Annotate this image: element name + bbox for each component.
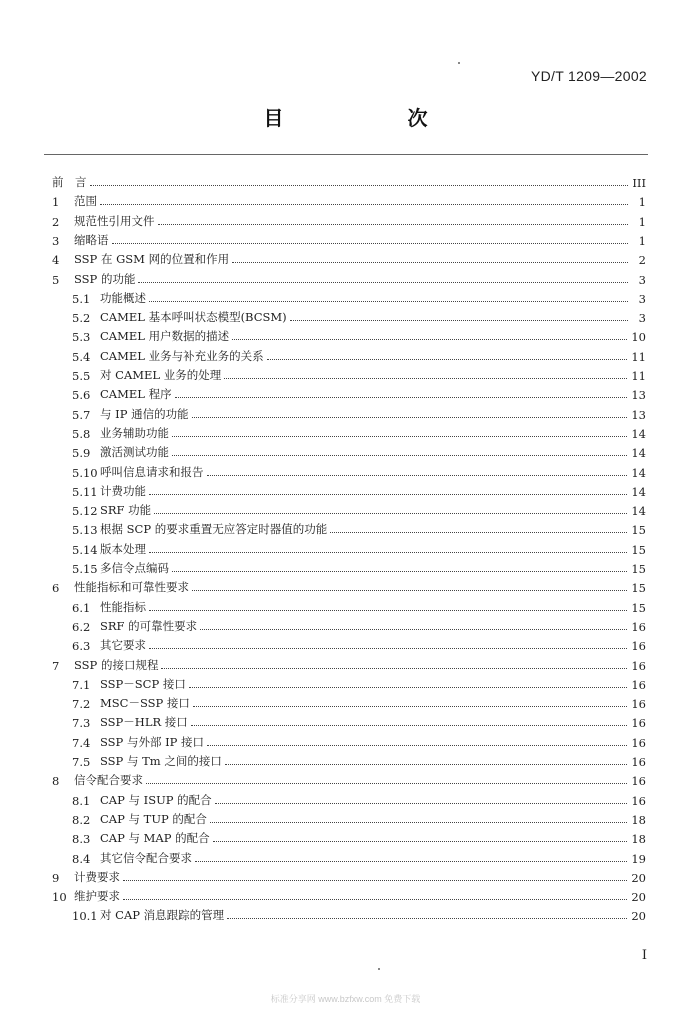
toc-entry[interactable] [72,828,646,846]
toc-entry-number: 5.9 [72,446,91,461]
toc-entry-title: 维护要求 [74,889,120,904]
toc-entry-page: 16 [631,619,646,634]
toc-entry-number: 8.4 [72,851,91,866]
toc-entry-title: 缩略语 [74,232,109,247]
toc-entry-number: 5.1 [72,291,91,306]
toc-entry-page: 15 [631,542,646,557]
dot-leader [149,494,627,495]
toc-entry[interactable] [72,674,646,692]
toc-entry-page: 18 [631,812,646,827]
dot-leader [191,725,628,726]
dot-leader [154,513,627,514]
dot-leader [267,359,628,360]
toc-entry-page: 16 [631,639,646,654]
toc-entry-page: 16 [631,735,646,750]
dot-leader [100,204,628,205]
toc-entry-title: 对 CAMEL 业务的处理 [100,368,222,382]
toc-entry[interactable] [72,462,646,480]
toc-entry-title: CAMEL 用户数据的描述 [100,329,230,344]
dot-leader [224,378,627,379]
toc-entry-page: 13 [631,407,646,422]
toc-entry-page: 10 [631,330,646,345]
toc-entry-title: 规范性引用文件 [74,213,155,228]
toc-entry[interactable] [72,404,646,422]
toc-entry-title: 计费功能 [100,483,146,498]
toc-entry-title: SSP 的接口规程 [74,657,159,672]
toc-entry[interactable] [72,500,646,518]
dot-leader [215,803,628,804]
toc-entry[interactable] [52,249,646,267]
toc-entry-title: 信令配合要求 [74,773,143,788]
dot-leader [290,320,628,321]
toc-entry-page: 15 [631,581,646,596]
dot-leader [149,301,628,302]
toc-entry-title: SSP 与外部 IP 接口 [100,734,205,749]
toc-entry-number: 7.4 [72,735,91,750]
dot-leader [112,243,629,244]
toc-entry-title: SSP－SCP 接口 [100,676,186,691]
toc-entry[interactable] [52,655,646,673]
toc-entry[interactable] [72,790,646,808]
toc-entry-page: 20 [631,890,646,905]
toc-entry-number: 7 [52,658,60,673]
toc-entry-number: 6.3 [72,639,91,654]
toc-entry-title: SSP－HLR 接口 [100,715,188,730]
dot-leader [149,648,627,649]
toc-entry-page: 1 [638,214,646,229]
toc-entry-page: 2 [638,253,646,268]
toc-entry-title: CAMEL 基本呼叫状态模型(BCSM) [100,310,287,325]
toc-entry-number: 5.3 [72,330,91,345]
toc-entry[interactable] [72,384,646,402]
dot-leader [146,783,627,784]
toc-entry-title: 与 IP 通信的功能 [100,406,189,421]
toc-entry-title: 对 CAP 消息跟踪的管理 [100,908,225,923]
toc-entry-number: 8.2 [72,812,91,827]
toc-entry[interactable] [52,577,646,595]
toc-entry-page: 16 [631,774,646,789]
dot-leader [189,687,627,688]
toc-entry-page: 15 [631,523,646,538]
toc-entry-title: 根据 SCP 的要求重置无应答定时器值的功能 [100,522,328,537]
dot-leader [138,282,628,283]
toc-entry-number: 8.3 [72,832,91,847]
toc-entry-page: 16 [631,793,646,808]
toc-entry-page: 16 [631,716,646,731]
standard-code: YD/T 1209—2002 [530,68,647,84]
dot-leader [213,841,628,842]
toc-entry-page: 3 [638,311,646,326]
toc-entry[interactable] [52,211,646,229]
toc-entry[interactable] [52,191,646,209]
dot-leader [232,262,628,263]
toc-entry-title: CAP 与 ISUP 的配合 [100,792,212,807]
toc-entry-title: SSP 在 GSM 网的位置和作用 [74,252,230,267]
toc-entry[interactable] [52,867,646,885]
toc-entry-page: 20 [631,870,646,885]
toc-entry-page: 15 [631,600,646,615]
toc-entry-page: 20 [631,909,646,924]
toc-entry[interactable] [52,269,646,287]
dot-leader [227,918,627,919]
toc-entry-page: 1 [638,233,646,248]
toc-entry[interactable] [52,172,646,190]
toc-entry[interactable] [72,616,646,634]
toc-entry-title: 性能指标 [100,599,146,614]
page-folio: I [641,948,647,963]
toc-entry-page: III [632,176,646,190]
toc-entry-number: 6.1 [72,600,91,615]
dot-leader [149,552,627,553]
dot-leader [172,455,627,456]
dot-leader [232,339,627,340]
toc-entry[interactable] [72,423,646,441]
toc-entry-page: 3 [638,291,646,306]
toc-entry-number: 5.8 [72,426,91,441]
toc-entry-number: 7.5 [72,755,91,769]
toc-entry[interactable] [72,288,646,306]
dot-leader [175,397,628,398]
toc-entry[interactable] [52,230,646,248]
dot-leader [192,590,627,591]
dot-leader [193,706,627,707]
toc-entry-number: 10.1 [72,909,98,924]
toc-entry-title: SRF 的可靠性要求 [100,618,198,633]
toc-entry[interactable] [72,539,646,557]
toc-entry-number: 5.12 [72,504,98,519]
toc-entry[interactable] [72,751,646,769]
toc-entry[interactable] [72,905,646,923]
dot-leader [207,475,628,476]
toc-entry-title: 业务辅助功能 [100,425,169,440]
toc-entry-title: 激活测试功能 [100,445,169,460]
toc-entry[interactable] [72,597,646,615]
scan-speck [458,62,460,64]
dot-leader [149,610,627,611]
toc-entry[interactable] [72,712,646,730]
toc-entry-number: 5.11 [72,484,98,499]
toc-entry-page: 15 [631,562,646,576]
watermark: 标准分享网 www.bzfxw.com 免费下载 [270,994,421,1004]
dot-leader [172,571,627,572]
toc-entry-page: 18 [631,832,646,847]
toc-entry-number: 7.3 [72,716,91,731]
toc-entry-title: CAP 与 TUP 的配合 [100,811,207,826]
toc-entry-page: 1 [638,195,646,210]
toc-entry[interactable] [72,693,646,711]
toc-entry-page: 16 [631,677,646,692]
toc-entry-number: 4 [52,253,60,268]
dot-leader [200,629,627,630]
toc-entry-page: 16 [631,755,646,769]
toc-entry-page: 3 [638,272,646,287]
toc-entry[interactable] [72,732,646,750]
toc-entry-page: 14 [631,446,646,461]
toc-entry-page: 11 [631,349,646,364]
toc-entry-number: 5.14 [72,542,98,557]
toc-entry-page: 19 [631,851,646,866]
toc-entry-page: 16 [631,697,646,712]
toc-entry-number: 5.13 [72,523,98,538]
dot-leader [123,899,627,900]
toc-entry[interactable] [72,346,646,364]
dot-leader [172,436,627,437]
toc-entry-number: 5.6 [72,388,91,403]
dot-leader [90,185,629,186]
dot-leader [210,822,627,823]
toc-entry-title: 功能概述 [100,290,146,305]
toc-entry-page: 16 [631,658,646,673]
toc-entry[interactable] [72,326,646,344]
dot-leader [330,532,627,533]
toc-entry-title: MSC－SSP 接口 [100,696,190,711]
toc-entry-number: 前 言 [52,175,87,189]
toc-entry-title: CAP 与 MAP 的配合 [100,831,210,846]
toc-entry-title: 范围 [74,194,97,209]
toc-entry-title: CAMEL 程序 [100,387,172,402]
toc-entry-number: 6.2 [72,619,91,634]
dot-leader [158,224,629,225]
dot-leader [192,417,628,418]
toc-entry-number: 5 [52,272,60,287]
toc-entry[interactable] [72,558,646,576]
toc-entry[interactable] [52,886,646,904]
toc-entry-number: 6 [52,581,60,596]
toc-entry-number: 5.7 [72,407,91,422]
toc-entry-title: 性能指标和可靠性要求 [74,580,189,595]
toc-entry-number: 5.15 [72,562,98,576]
dot-leader [207,745,627,746]
toc-entry-title: 其它要求 [100,638,146,653]
toc-entry[interactable] [72,848,646,866]
toc-entry-number: 8.1 [72,793,91,808]
toc-entry[interactable] [72,809,646,827]
toc-entry-title: SSP 的功能 [74,271,136,286]
toc-entry-number: 9 [52,870,60,885]
toc-entry[interactable] [72,519,646,537]
toc-entry-page: 11 [631,369,646,383]
toc-entry-page: 14 [631,484,646,499]
toc-entry-number: 3 [52,233,60,248]
toc-entry-title: 其它信令配合要求 [100,850,192,865]
dot-leader [123,880,627,881]
toc-entry-number: 5.4 [72,349,91,364]
toc-entry-number: 5.10 [72,465,98,480]
toc-entry[interactable] [72,635,646,653]
toc-entry-number: 2 [52,214,60,229]
toc-entry-number: 5.5 [72,369,91,383]
toc-entry-number: 10 [52,890,67,905]
toc-entry-page: 14 [631,504,646,519]
page-title: 目 次 [263,106,480,130]
toc-entry-number: 5.2 [72,311,91,326]
toc-entry-page: 14 [631,465,646,480]
toc-entry[interactable] [52,770,646,788]
dot-leader [161,668,627,669]
toc-entry[interactable] [72,481,646,499]
toc-entry-title: CAMEL 业务与补充业务的关系 [100,348,264,363]
toc-entry-page: 14 [631,426,646,441]
dot-leader [225,764,628,765]
toc-entry-number: 7.2 [72,697,91,712]
toc-entry-title: 多信令点编码 [100,561,169,575]
toc-entry-number: 7.1 [72,677,91,692]
toc-entry[interactable] [72,307,646,325]
scan-speck [378,968,380,970]
toc-entry[interactable] [72,442,646,460]
toc-entry[interactable] [72,365,646,383]
toc-entry-title: SSP 与 Tm 之间的接口 [100,754,222,768]
header-rule [44,154,648,155]
toc-entry-title: SRF 功能 [100,503,152,518]
toc-entry-title: 计费要求 [74,869,120,884]
toc-entry-number: 1 [52,195,60,210]
toc-entry-page: 13 [631,388,646,403]
toc-entry-number: 8 [52,774,60,789]
dot-leader [195,861,627,862]
toc-entry-title: 版本处理 [100,541,146,556]
toc-entry-title: 呼叫信息请求和报告 [100,464,204,479]
